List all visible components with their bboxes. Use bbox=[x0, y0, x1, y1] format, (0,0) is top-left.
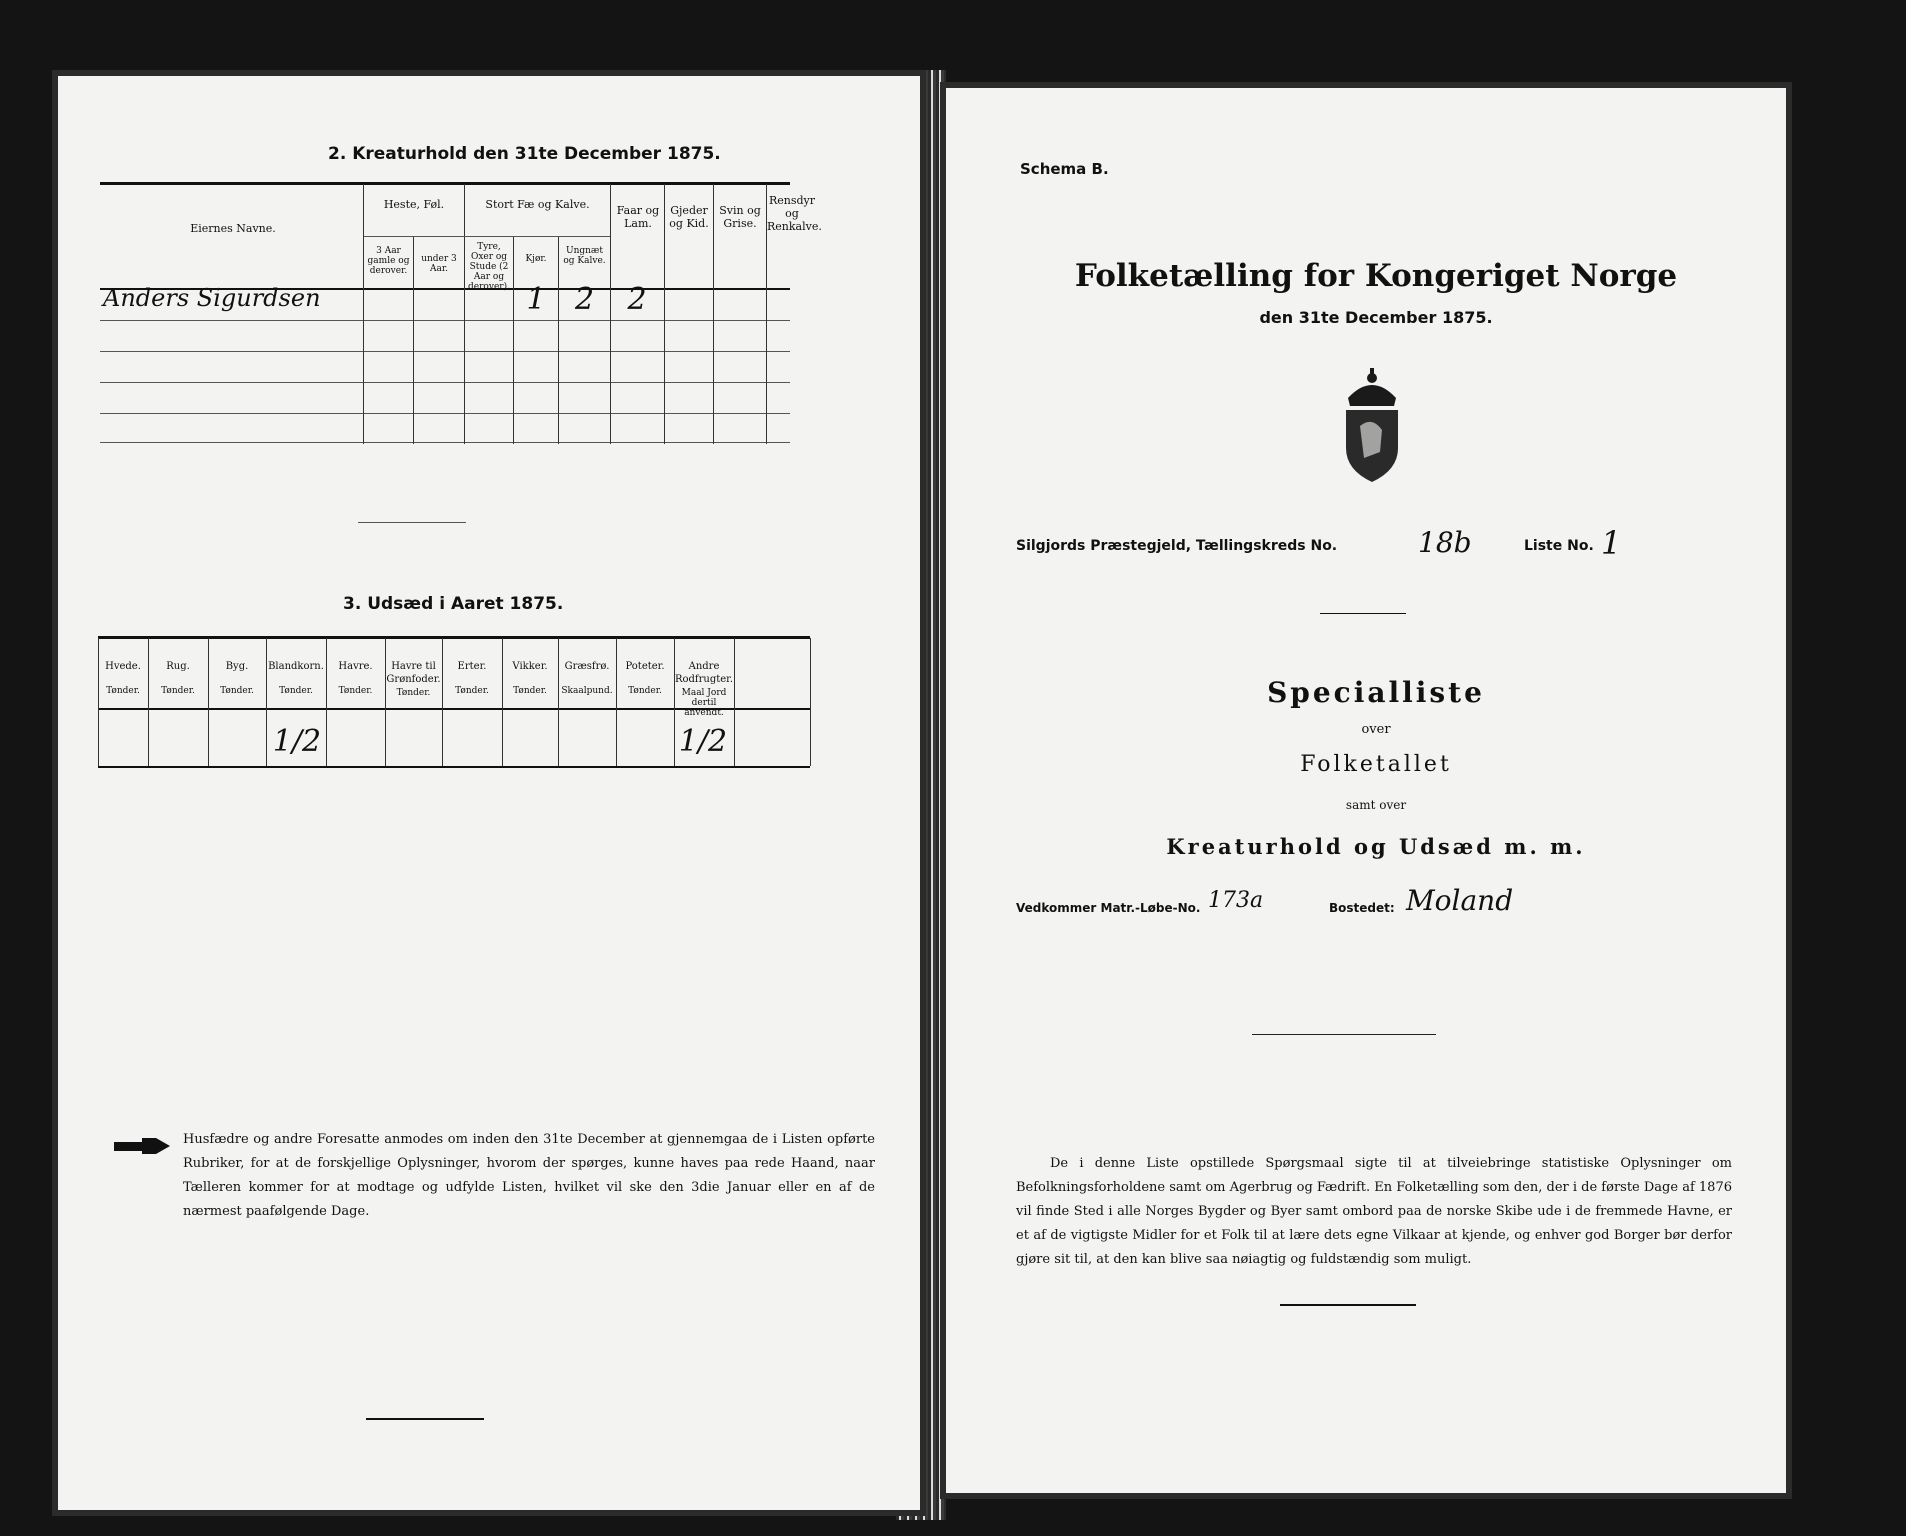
table3-header-name: Rug. bbox=[166, 661, 190, 672]
table3-header-name: Havre til Grønfoder. bbox=[386, 661, 441, 685]
col-divider bbox=[558, 236, 559, 444]
table3-header-name: Andre Rodfrugter. bbox=[674, 661, 734, 685]
table3-col-divider bbox=[734, 638, 735, 766]
table3-header-unit: Tønder. bbox=[106, 686, 140, 696]
table3-header-unit: Tønder. bbox=[513, 686, 547, 696]
value-poteter: 1/2 bbox=[678, 724, 728, 759]
header-heste-sub1: 3 Aar gamle og derover. bbox=[367, 246, 410, 276]
separator bbox=[366, 1418, 484, 1420]
right-page bbox=[946, 88, 1786, 1493]
schema-label: Schema B. bbox=[1020, 160, 1109, 178]
table3-col-divider bbox=[266, 638, 267, 766]
table3-header-unit: Tønder. bbox=[279, 686, 313, 696]
date-line: den 31te December 1875. bbox=[1259, 308, 1493, 327]
table3-col-divider bbox=[385, 638, 386, 766]
col-divider bbox=[513, 236, 514, 444]
header-rensdyr: Rensdyr og Renkalve. bbox=[767, 194, 822, 233]
table3-col-divider bbox=[558, 638, 559, 766]
table3-col-divider bbox=[326, 638, 327, 766]
value-kjor: 1 bbox=[526, 282, 546, 317]
table3-col-divider bbox=[208, 638, 209, 766]
separator bbox=[1252, 1034, 1436, 1035]
pointing-hand-icon bbox=[112, 1134, 172, 1160]
matr-label: Vedkommer Matr.-Løbe-No. bbox=[1016, 901, 1201, 915]
section2-title: 2. Kreaturhold den 31te December 1875. bbox=[328, 144, 721, 164]
col-divider bbox=[464, 184, 465, 444]
table3-header-name: Hvede. bbox=[105, 661, 141, 672]
header-stort-sub1: Tyre, Oxer og Stude (2 Aar og derover). bbox=[468, 242, 510, 292]
table2-row-line bbox=[100, 351, 790, 352]
value-faar: 2 bbox=[627, 282, 647, 317]
left-page bbox=[58, 76, 920, 1510]
table3-col-divider bbox=[502, 638, 503, 766]
table3-col-divider bbox=[810, 638, 811, 766]
separator bbox=[1320, 613, 1406, 614]
liste-value: 1 bbox=[1601, 524, 1622, 562]
table3-header-unit: Tønder. bbox=[628, 686, 662, 696]
table3-header-name: Vikker. bbox=[512, 661, 548, 672]
separator bbox=[1280, 1304, 1416, 1306]
table3-bottom-border bbox=[98, 766, 810, 768]
table3-header-unit: Tønder. bbox=[396, 688, 431, 698]
matr-value: 173a bbox=[1208, 888, 1264, 913]
owner-name: Anders Sigurdsen bbox=[103, 284, 321, 312]
tallingskreds-value: 18b bbox=[1418, 526, 1472, 559]
header-stort-sub3: Ungnæt og Kalve. bbox=[563, 246, 606, 266]
table3-col-divider bbox=[98, 638, 99, 766]
over-label: over bbox=[1361, 722, 1391, 737]
value-ungnaet: 2 bbox=[574, 282, 595, 317]
table3-col-divider bbox=[148, 638, 149, 766]
header-faar: Faar og Lam. bbox=[616, 204, 660, 230]
table3-col-divider bbox=[616, 638, 617, 766]
bostedet-label: Bostedet: bbox=[1329, 901, 1395, 915]
bostedet-value: Moland bbox=[1406, 884, 1514, 917]
table3-header-unit: Skaalpund. bbox=[561, 686, 613, 696]
subheader-line bbox=[364, 236, 610, 237]
specialliste-title: Specialliste bbox=[1267, 676, 1485, 709]
header-heste-sub2: under 3 Aar. bbox=[421, 254, 457, 274]
table2-row-line bbox=[100, 442, 790, 443]
col-divider bbox=[363, 184, 364, 444]
table2-row-line bbox=[100, 382, 790, 383]
kreaturhold-title: Kreaturhold og Udsæd m. m. bbox=[1166, 834, 1586, 859]
samt-over-label: samt over bbox=[1345, 798, 1407, 812]
coat-of-arms-icon bbox=[1336, 366, 1408, 484]
table3-header-name: Græsfrø. bbox=[564, 661, 610, 672]
notice-text: Husfædre og andre Foresatte anmodes om inden den 31te December at gjennemgaa de i Listen opførte Rubriker, for at de forskjellige Oplysninger, hvorom der spørges, kunne haves paa rede Haand, naar Tælleren kommer for at modtage og udfylde Listen, hvilket vil ske den 3die Januar eller en af de nærmest paafølgende Dage. bbox=[183, 1132, 875, 1219]
header-owner: Eiernes Navne. bbox=[190, 222, 276, 235]
main-title: Folketælling for Kongeriget Norge bbox=[1074, 258, 1678, 294]
footer-text: De i denne Liste opstillede Spørgsmaal sigte til at tilveiebringe statistiske Oplysninger om Befolkningsforholdene samt om Agerbrug og Fædrift. En Folketælling som den, der i de første Dage af 1876 vil finde Sted i alle Norges Bygder og Byer samt ombord paa de norske Skibe ude i de fremmede Havne, er et af de vigtigste Midler for et Folk til at lære dets egne Vilkaar at kjende, og enhver god Borger bør derfor gjøre sit til, at den kan blive saa nøiagtig og fuldstændig som muligt. bbox=[1016, 1156, 1732, 1267]
header-stort: Stort Fæ og Kalve. bbox=[485, 198, 590, 211]
table3-header-unit: Tønder. bbox=[161, 686, 195, 696]
table3-header-name: Poteter. bbox=[625, 661, 665, 672]
liste-label: Liste No. bbox=[1524, 538, 1594, 554]
value-byg: 1/2 bbox=[272, 724, 322, 759]
header-gjeder: Gjeder og Kid. bbox=[669, 204, 709, 230]
header-heste: Heste, Føl. bbox=[383, 198, 445, 211]
table2-row-line bbox=[100, 413, 790, 414]
section3-title: 3. Udsæd i Aaret 1875. bbox=[343, 594, 564, 614]
table2-row-line bbox=[100, 320, 790, 321]
table3-header-unit: Tønder. bbox=[220, 686, 254, 696]
table3-col-divider bbox=[442, 638, 443, 766]
table3-header-name: Havre. bbox=[338, 661, 373, 672]
header-stort-sub2: Kjør. bbox=[525, 254, 547, 264]
table3-header-name: Byg. bbox=[225, 661, 249, 672]
parish-label: Silgjords Præstegjeld, Tællingskreds No. bbox=[1016, 538, 1338, 554]
table3-header-name: Blandkorn. bbox=[268, 661, 324, 672]
folketallet-title: Folketallet bbox=[1300, 752, 1452, 777]
table3-header-name: Erter. bbox=[457, 661, 487, 672]
separator bbox=[358, 522, 466, 523]
header-svin: Svin og Grise. bbox=[719, 204, 761, 230]
table3-top-border bbox=[98, 636, 810, 639]
table3-header-unit: Tønder. bbox=[338, 686, 373, 696]
table3-header-unit: Maal Jord dertil anvendt. bbox=[681, 688, 727, 718]
table2-top-border bbox=[100, 182, 790, 185]
table3-header-unit: Tønder. bbox=[455, 686, 489, 696]
